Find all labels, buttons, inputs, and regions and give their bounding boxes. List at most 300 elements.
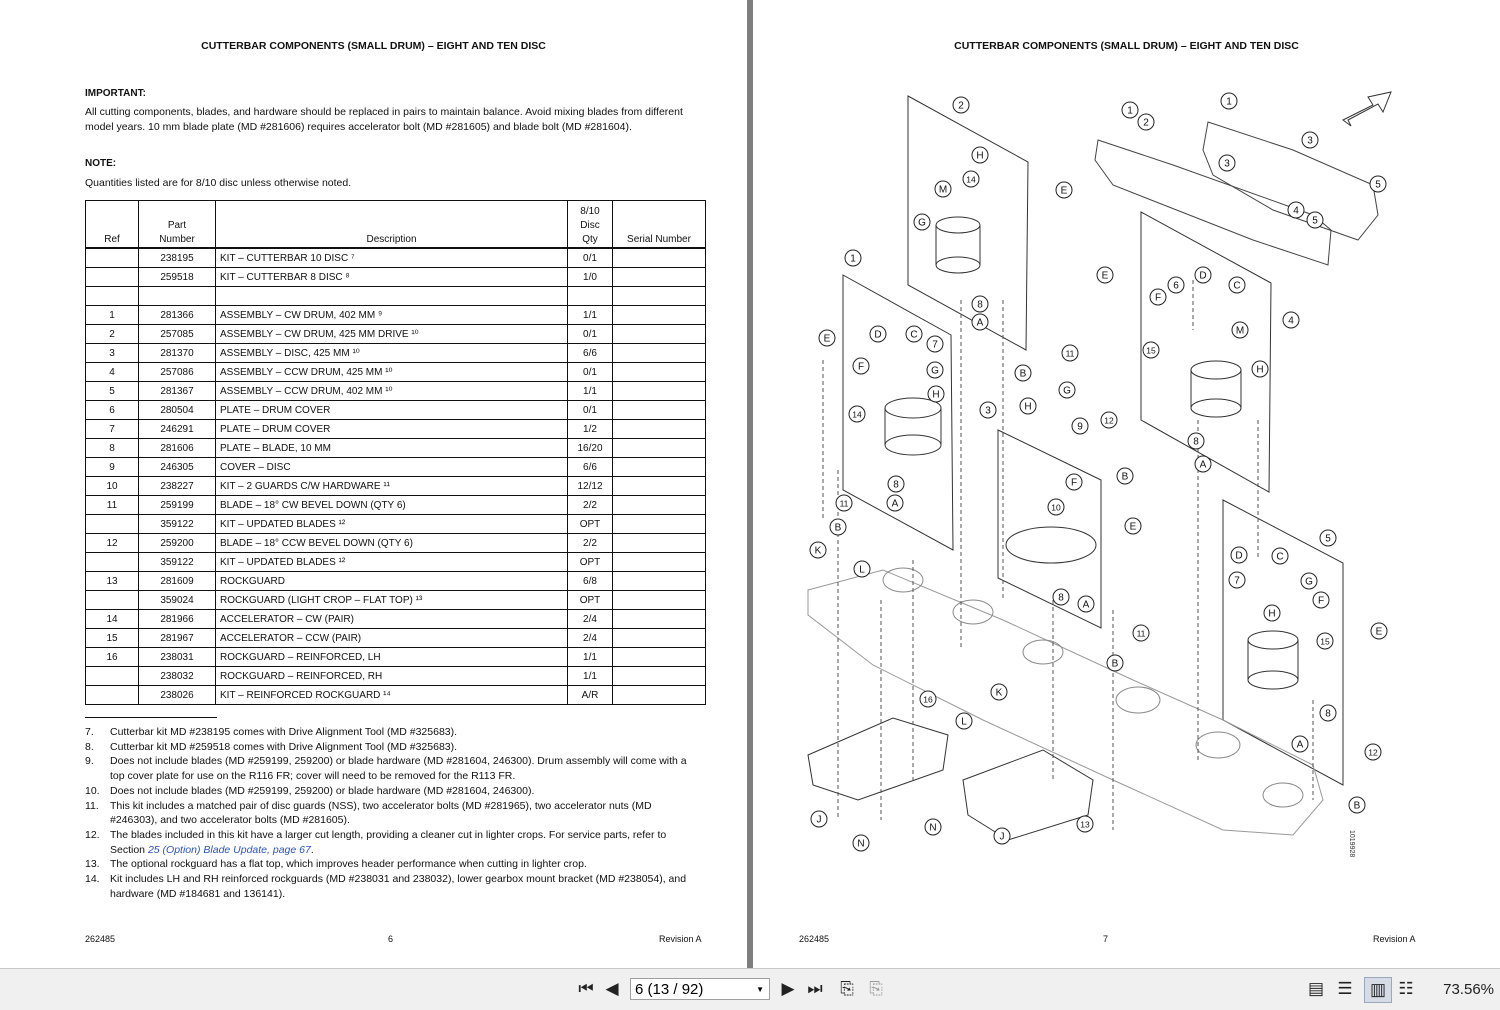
cell-qty: OPT	[568, 553, 613, 572]
cell-qty: 2/4	[568, 629, 613, 648]
chevron-down-icon[interactable]: ▼	[756, 985, 764, 994]
table-row	[86, 420, 706, 439]
cell-qty: 1/2	[568, 420, 613, 439]
parts-table-body	[86, 248, 706, 705]
svg-text:G: G	[1305, 576, 1313, 588]
page-title: CUTTERBAR COMPONENTS (SMALL DRUM) – EIGHT AND TEN DISC	[201, 40, 546, 52]
svg-text:8: 8	[1193, 436, 1199, 448]
cell-part-number: 259199	[139, 496, 216, 515]
svg-text:G: G	[931, 365, 939, 377]
callout-M	[935, 181, 951, 197]
footnote	[85, 872, 700, 901]
two-page-view-icon[interactable]: ▥	[1364, 977, 1392, 1003]
svg-text:J: J	[999, 831, 1005, 843]
first-page-icon[interactable]: ⏮	[578, 979, 594, 998]
svg-text:6: 6	[1173, 280, 1179, 292]
callout-J	[994, 828, 1010, 844]
svg-text:A: A	[976, 317, 984, 329]
cell-serial-number	[613, 534, 706, 553]
go-back-view-icon[interactable]: ⎘	[840, 979, 854, 998]
cell-part-number: 259200	[139, 534, 216, 553]
table-row	[86, 439, 706, 458]
callout-1	[1122, 102, 1138, 118]
callout-N	[853, 835, 869, 851]
callout-K	[991, 684, 1007, 700]
cell-qty: OPT	[568, 515, 613, 534]
last-page-icon[interactable]: ⏭	[807, 979, 823, 998]
rockguard-drawing	[963, 750, 1093, 840]
footnote	[85, 799, 700, 828]
cell-part-number: 246291	[139, 420, 216, 439]
cell-serial-number	[613, 477, 706, 496]
cell-qty: 6/6	[568, 458, 613, 477]
cell-serial-number	[613, 248, 706, 268]
svg-text:H: H	[1268, 608, 1276, 620]
svg-text:B: B	[1111, 658, 1119, 670]
footnote-text: Kit includes LH and RH reinforced rockguards (MD #238031 and 238032), lower gearbox mount bracket (MD #238054), and hardware (MD #184681 and 136141).	[110, 873, 687, 900]
direction-arrow-icon	[1343, 92, 1391, 126]
cell-description: ACCELERATOR – CCW (PAIR)	[216, 629, 568, 648]
callout-E	[1125, 518, 1141, 534]
figure-id: 1019928	[1348, 830, 1355, 858]
cell-part-number: 281967	[139, 629, 216, 648]
svg-text:F: F	[1317, 595, 1325, 607]
page-number-value: 6 (13 / 92)	[635, 980, 704, 998]
cell-qty: OPT	[568, 591, 613, 610]
important-label: IMPORTANT:	[85, 88, 146, 99]
footnote-number: 8.	[85, 740, 94, 753]
cell-part-number: 359122	[139, 515, 216, 534]
svg-text:14: 14	[852, 409, 862, 420]
svg-text:K: K	[814, 545, 822, 557]
svg-text:A: A	[1082, 599, 1090, 611]
cell-ref: 16	[86, 648, 139, 667]
pdf-page-left	[0, 0, 747, 968]
cell-qty: 2/2	[568, 496, 613, 515]
cell-description: PLATE – DRUM COVER	[216, 420, 568, 439]
svg-text:F: F	[1070, 477, 1078, 489]
cell-part-number: 281370	[139, 344, 216, 363]
cell-part-number: 281366	[139, 306, 216, 325]
cell-description: ASSEMBLY – CW DRUM, 425 MM DRIVE ¹⁰	[216, 325, 568, 344]
svg-text:8: 8	[977, 299, 983, 311]
callout-16	[920, 691, 936, 707]
cell-ref: 10	[86, 477, 139, 496]
svg-text:H: H	[976, 150, 984, 162]
cell-part-number: 257085	[139, 325, 216, 344]
cell-serial-number	[613, 287, 706, 306]
cell-qty: 1/1	[568, 306, 613, 325]
svg-text:A: A	[1296, 739, 1304, 751]
callout-E	[1097, 267, 1113, 283]
cell-qty: 1/0	[568, 268, 613, 287]
cell-qty: 0/1	[568, 363, 613, 382]
cell-ref: 7	[86, 420, 139, 439]
callout-15	[1317, 633, 1333, 649]
footnote-text	[110, 828, 700, 857]
cell-serial-number	[613, 553, 706, 572]
cell-description: PLATE – DRUM COVER	[216, 401, 568, 420]
svg-text:E: E	[1129, 521, 1137, 533]
cell-qty: 0/1	[568, 248, 613, 268]
panel-outline	[1141, 212, 1271, 492]
svg-text:F: F	[1154, 292, 1162, 304]
footnote-text: Cutterbar kit MD #238195 comes with Drive Alignment Tool (MD #325683).	[110, 726, 458, 738]
callout-8	[1053, 589, 1069, 605]
svg-text:H: H	[932, 389, 940, 401]
callout-D	[870, 326, 886, 342]
callout-4	[1288, 202, 1304, 218]
cell-description: ACCELERATOR – CW (PAIR)	[216, 610, 568, 629]
svg-text:M: M	[938, 184, 948, 196]
callout-8	[888, 476, 904, 492]
svg-text:9: 9	[1077, 421, 1083, 433]
callout-G	[914, 214, 930, 230]
col-qty: 8/10 Disc Qty	[568, 201, 613, 249]
callout-3	[1302, 132, 1318, 148]
cell-description: KIT – UPDATED BLADES ¹²	[216, 515, 568, 534]
cell-qty: 0/1	[568, 401, 613, 420]
svg-text:3: 3	[1224, 158, 1230, 170]
cell-serial-number	[613, 439, 706, 458]
cell-serial-number	[613, 572, 706, 591]
footnote-text: Does not include blades (MD #259199, 259200) or blade hardware (MD #281604, 246300).	[110, 784, 535, 797]
svg-text:8: 8	[893, 479, 899, 491]
svg-text:15: 15	[1320, 636, 1330, 647]
previous-page-icon[interactable]: ◀	[605, 979, 619, 998]
cell-description: KIT – 2 GUARDS C/W HARDWARE ¹¹	[216, 477, 568, 496]
go-forward-view-icon[interactable]: ⎘	[869, 979, 883, 998]
footnote-text: This kit includes a matched pair of disc guards (NSS), two accelerator bolts (MD #281965), two accelerator nuts (MD #246303), and two accelerator bolts (MD #281605).	[110, 799, 652, 827]
svg-text:E: E	[823, 333, 831, 345]
footnote-number: 7.	[85, 726, 94, 738]
section-link[interactable]: 25 (Option) Blade Update, page 67	[147, 843, 311, 856]
cell-serial-number	[613, 686, 706, 705]
callout-15	[1143, 342, 1159, 358]
table-row	[86, 591, 706, 610]
callout-14	[849, 406, 865, 422]
callout-F	[1313, 592, 1329, 608]
cell-serial-number	[613, 401, 706, 420]
svg-text:M: M	[1235, 325, 1245, 337]
cell-ref	[86, 667, 139, 686]
cell-serial-number	[613, 648, 706, 667]
cell-part-number: 281367	[139, 382, 216, 401]
cell-part-number: 259518	[139, 268, 216, 287]
cell-ref: 4	[86, 363, 139, 382]
cell-part-number: 238227	[139, 477, 216, 496]
callout-3	[1219, 155, 1235, 171]
footnote	[85, 740, 700, 755]
footer-doc-number: 262485	[85, 934, 116, 944]
callout-11	[836, 495, 852, 511]
cell-part-number: 281966	[139, 610, 216, 629]
cell-description: ASSEMBLY – CCW DRUM, 402 MM ¹⁰	[216, 382, 568, 401]
svg-text:E: E	[1375, 626, 1383, 638]
svg-text:13: 13	[1080, 819, 1090, 830]
page-number-input[interactable]	[630, 978, 770, 1000]
callout-H	[972, 147, 988, 163]
table-row	[86, 515, 706, 534]
cell-ref: 6	[86, 401, 139, 420]
cell-serial-number	[613, 591, 706, 610]
viewer-toolbar	[0, 968, 1500, 1010]
svg-text:G: G	[1063, 385, 1071, 397]
cell-part-number: 281606	[139, 439, 216, 458]
cell-part-number: 238032	[139, 667, 216, 686]
cell-ref: 15	[86, 629, 139, 648]
cell-ref: 1	[86, 306, 139, 325]
table-row	[86, 477, 706, 496]
cell-part-number: 280504	[139, 401, 216, 420]
table-row	[86, 344, 706, 363]
callout-5	[1307, 212, 1323, 228]
cell-part-number: 281609	[139, 572, 216, 591]
callout-8	[1320, 705, 1336, 721]
cell-qty: 2/4	[568, 610, 613, 629]
cell-serial-number	[613, 610, 706, 629]
svg-text:5: 5	[1375, 179, 1381, 191]
callout-group	[810, 93, 1387, 851]
parts-table	[85, 200, 706, 705]
footnote-number: 13.	[85, 858, 100, 871]
callout-9	[1072, 418, 1088, 434]
cell-ref: 12	[86, 534, 139, 553]
svg-text:B: B	[834, 522, 842, 534]
callout-G	[927, 362, 943, 378]
svg-text:8: 8	[1325, 708, 1331, 720]
svg-text:5: 5	[1325, 533, 1331, 545]
note-label: NOTE:	[85, 158, 117, 169]
table-row	[86, 629, 706, 648]
svg-text:8: 8	[1058, 592, 1064, 604]
table-row	[86, 667, 706, 686]
table-row	[86, 268, 706, 287]
footer-page-number: 7	[1103, 934, 1109, 944]
cell-qty	[568, 287, 613, 306]
callout-C	[906, 326, 922, 342]
cell-qty: 2/2	[568, 534, 613, 553]
continuous-view-icon[interactable]: ☰	[1337, 979, 1353, 998]
table-row	[86, 382, 706, 401]
callout-A	[1078, 596, 1094, 612]
svg-text:4: 4	[1288, 315, 1294, 327]
cell-description: KIT – CUTTERBAR 8 DISC ⁸	[216, 268, 568, 287]
callout-E	[1371, 623, 1387, 639]
callout-11	[1133, 625, 1149, 641]
table-row	[86, 248, 706, 268]
cell-serial-number	[613, 306, 706, 325]
table-row	[86, 553, 706, 572]
important-text: All cutting components, blades, and hardware should be replaced in pairs to maintain balance. Avoid mixing blades from different model years. 10 mm blade plate (MD #281606) requires accelerator bolt (MD #281605) and blade bolt (MD #281604).	[85, 106, 683, 133]
callout-H	[928, 386, 944, 402]
footnote-number: 10.	[85, 784, 100, 797]
cell-ref	[86, 591, 139, 610]
svg-text:11: 11	[839, 498, 849, 509]
cell-serial-number	[613, 344, 706, 363]
next-page-icon[interactable]: ▶	[781, 979, 795, 998]
callout-3	[980, 402, 996, 418]
cell-description: ROCKGUARD – REINFORCED, LH	[216, 648, 568, 667]
cell-part-number: 359122	[139, 553, 216, 572]
cell-ref	[86, 287, 139, 306]
cell-description: ROCKGUARD	[216, 572, 568, 591]
footnote-text-part: The blades included in this kit have a larger cut length, providing a cleaner cut in lighter crops. For service parts, refer to Section	[110, 828, 667, 856]
svg-text:C: C	[1276, 551, 1284, 563]
svg-text:4: 4	[1293, 205, 1299, 217]
cell-description: KIT – CUTTERBAR 10 DISC ⁷	[216, 248, 568, 268]
cell-part-number: 238026	[139, 686, 216, 705]
footnote-text: The optional rockguard has a flat top, which improves header performance when cutting in lighter crop.	[110, 858, 587, 871]
cell-description: ASSEMBLY – CCW DRUM, 425 MM ¹⁰	[216, 363, 568, 382]
footnote-rule	[85, 717, 217, 718]
svg-text:3: 3	[985, 405, 991, 417]
footnote-number: 11.	[85, 799, 99, 812]
cell-serial-number	[613, 268, 706, 287]
svg-text:A: A	[891, 498, 899, 510]
page-title: CUTTERBAR COMPONENTS (SMALL DRUM) – EIGHT AND TEN DISC	[954, 40, 1299, 52]
callout-C	[1229, 277, 1245, 293]
cell-description: ASSEMBLY – CW DRUM, 402 MM ⁹	[216, 306, 568, 325]
cutterbar-frame	[808, 570, 1323, 835]
cell-ref: 3	[86, 344, 139, 363]
svg-text:2: 2	[958, 100, 964, 112]
cell-serial-number	[613, 515, 706, 534]
cell-ref	[86, 686, 139, 705]
footnote-number: 12.	[85, 828, 100, 841]
cell-serial-number	[613, 458, 706, 477]
single-page-view-icon[interactable]: ▤	[1307, 979, 1325, 998]
callout-B	[830, 519, 846, 535]
svg-text:1: 1	[1226, 96, 1232, 108]
callout-5	[1320, 530, 1336, 546]
svg-text:H: H	[1256, 364, 1264, 376]
two-page-continuous-view-icon[interactable]: ☷	[1398, 979, 1414, 998]
cell-part-number: 359024	[139, 591, 216, 610]
callout-H	[1020, 398, 1036, 414]
svg-text:E: E	[1060, 185, 1068, 197]
callout-L	[956, 713, 972, 729]
cell-ref	[86, 268, 139, 287]
cell-description: KIT – UPDATED BLADES ¹²	[216, 553, 568, 572]
svg-text:F: F	[857, 361, 865, 373]
cell-description: ASSEMBLY – DISC, 425 MM ¹⁰	[216, 344, 568, 363]
table-row	[86, 325, 706, 344]
callout-A	[1195, 456, 1211, 472]
callout-F	[853, 358, 869, 374]
callout-12	[1365, 744, 1381, 760]
cell-qty: 1/1	[568, 648, 613, 667]
footnote	[85, 828, 700, 857]
callout-D	[1195, 267, 1211, 283]
svg-text:7: 7	[1234, 575, 1240, 587]
cell-ref	[86, 515, 139, 534]
cell-qty: 12/12	[568, 477, 613, 496]
cell-description: KIT – REINFORCED ROCKGUARD ¹⁴	[216, 686, 568, 705]
cell-qty: 1/1	[568, 667, 613, 686]
callout-13	[1077, 816, 1093, 832]
table-row	[86, 458, 706, 477]
callout-H	[1252, 361, 1268, 377]
callout-14	[963, 171, 979, 187]
cell-serial-number	[613, 363, 706, 382]
callout-N	[925, 819, 941, 835]
col-serial-number: Serial Number	[613, 201, 706, 249]
svg-text:14: 14	[966, 174, 976, 185]
callout-1	[1221, 93, 1237, 109]
callout-C	[1272, 548, 1288, 564]
callout-6	[1168, 277, 1184, 293]
svg-text:A: A	[1199, 459, 1207, 471]
callout-B	[1015, 365, 1031, 381]
callout-A	[887, 495, 903, 511]
footnote-number: 9.	[85, 755, 94, 768]
svg-text:B: B	[1019, 368, 1027, 380]
footnote	[85, 725, 700, 740]
table-row	[86, 306, 706, 325]
callout-D	[1231, 547, 1247, 563]
callout-11	[1062, 345, 1078, 361]
callout-B	[1117, 468, 1133, 484]
svg-text:D: D	[874, 329, 882, 341]
cell-description: PLATE – BLADE, 10 MM	[216, 439, 568, 458]
svg-text:3: 3	[1307, 135, 1313, 147]
callout-8	[1188, 433, 1204, 449]
svg-text:J: J	[816, 814, 822, 826]
footer-revision: Revision A	[659, 934, 702, 944]
svg-text:C: C	[1233, 280, 1241, 292]
zoom-level[interactable]: 73.56%	[1443, 981, 1494, 998]
col-ref: Ref	[86, 201, 139, 249]
cell-qty: A/R	[568, 686, 613, 705]
callout-G	[1301, 573, 1317, 589]
svg-text:B: B	[1353, 800, 1361, 812]
cell-description: BLADE – 18° CW BEVEL DOWN (QTY 6)	[216, 496, 568, 515]
cell-qty: 6/6	[568, 344, 613, 363]
callout-A	[1292, 736, 1308, 752]
callout-2	[953, 97, 969, 113]
cell-description: BLADE – 18° CCW BEVEL DOWN (QTY 6)	[216, 534, 568, 553]
callout-1	[845, 250, 861, 266]
svg-text:5: 5	[1312, 215, 1318, 227]
footnote	[85, 857, 700, 872]
cell-ref	[86, 248, 139, 268]
cell-serial-number	[613, 667, 706, 686]
cell-description: ROCKGUARD (LIGHT CROP – FLAT TOP) ¹³	[216, 591, 568, 610]
cell-ref: 9	[86, 458, 139, 477]
footnote-text-part: .	[310, 843, 314, 856]
svg-text:15: 15	[1146, 345, 1156, 356]
rockguard-drawing	[808, 718, 948, 800]
callout-7	[927, 336, 943, 352]
table-row	[86, 610, 706, 629]
svg-text:10: 10	[1051, 502, 1061, 513]
cutterbar-strip-drawing	[1203, 122, 1378, 240]
callout-H	[1264, 605, 1280, 621]
svg-text:D: D	[1199, 270, 1207, 282]
table-header-row	[86, 201, 706, 249]
callout-2	[1138, 114, 1154, 130]
svg-text:G: G	[918, 217, 926, 229]
svg-text:1: 1	[1127, 105, 1133, 117]
cell-ref: 14	[86, 610, 139, 629]
svg-text:7: 7	[932, 339, 938, 351]
callout-A	[972, 314, 988, 330]
callout-8	[972, 296, 988, 312]
col-part-number: Part Number	[139, 201, 216, 249]
svg-text:D: D	[1235, 550, 1243, 562]
callout-5	[1370, 176, 1386, 192]
